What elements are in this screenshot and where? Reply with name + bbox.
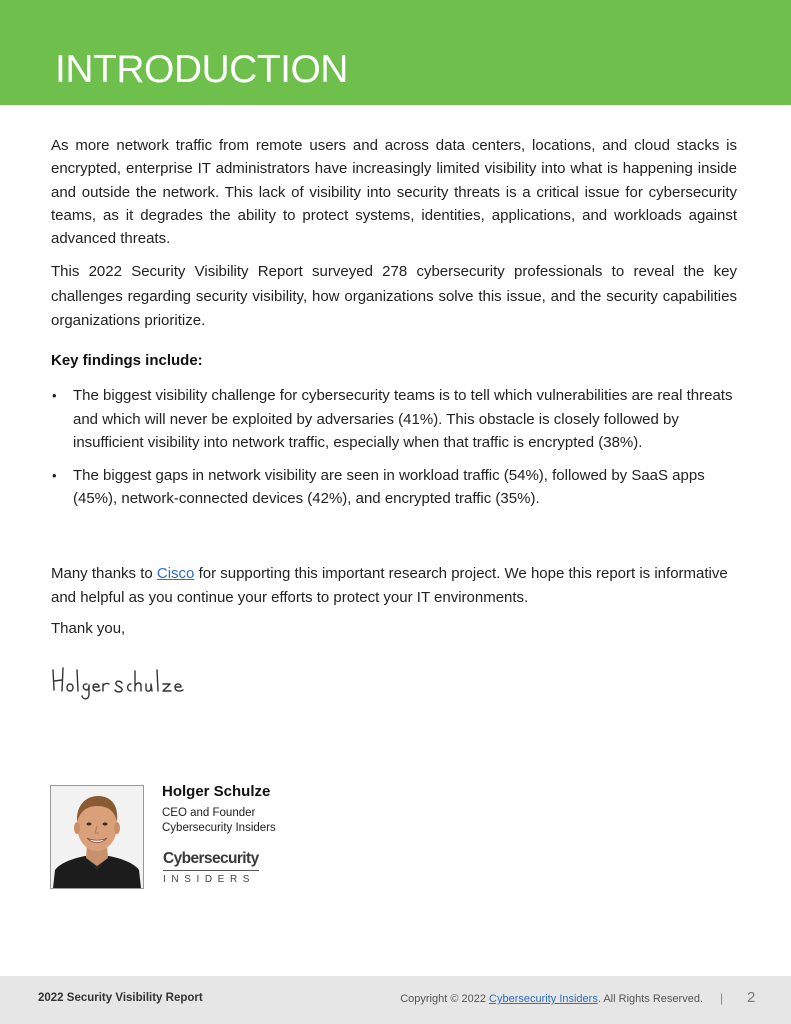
thanks-paragraph	[51, 562, 741, 609]
logo-wordmark-top: Cybersecurity	[163, 849, 259, 871]
page-number: 2	[747, 989, 756, 1006]
footer-report-title: 2022 Security Visibility Report	[38, 992, 203, 1004]
thanks-text-start: Many thanks to	[51, 565, 157, 582]
finding-text: The biggest gaps in network visibility are seen in workload traffic (54%), followed by SaaS apps (45%), network-connected devices (42%), and encrypted traffic (35%).	[73, 466, 705, 507]
footer-separator: |	[720, 991, 724, 1005]
page-title: INTRODUCTION	[55, 48, 348, 91]
cybersecurity-insiders-logo	[163, 849, 263, 885]
signature	[50, 660, 200, 707]
author-title: CEO and Founder	[162, 807, 256, 819]
intro-paragraph-1: As more network traffic from remote users and across data centers, locations, and cloud stacks is encrypted, enterprise IT administrators have increasingly limited visibility into what is happening inside and outside the network. This lack of visibility into security threats is a critical issue for cybersecurity teams, as it degrades the ability to protect systems, identities, applications, and workloads against advanced threats.	[51, 137, 737, 248]
list-item	[51, 384, 741, 455]
intro-paragraph-2: This 2022 Security Visibility Report surveyed 278 cybersecurity professionals to reveal the key challenges regarding security visibility, how organizations solve this issue, and the security capabilities organizations prioritize.	[51, 263, 737, 329]
footer-copyright	[400, 993, 703, 1005]
finding-text: The biggest visibility challenge for cybersecurity teams is to tell which vulnerabilities are real threats and which will never be exploited by adversaries (41%). This obstacle is closely followed by insufficient visibility into network traffic, especially when that traffic is encrypted (38%).	[73, 387, 733, 451]
thanks-text-end: for supporting this important research project. We hope this report is informative and helpful as you continue your efforts to protect your IT environments.	[51, 565, 728, 606]
key-findings-list	[51, 384, 741, 520]
cisco-link[interactable]: Cisco	[156, 565, 195, 582]
page-footer	[0, 976, 791, 1024]
copyright-text-start: Copyright © 2022	[400, 993, 490, 1005]
cybersecurity-insiders-link[interactable]: Cybersecurity Insiders	[489, 993, 598, 1005]
list-item	[51, 464, 741, 511]
key-findings-heading: Key findings include:	[51, 352, 203, 369]
author-photo	[50, 785, 144, 889]
signature-icon	[50, 660, 200, 702]
bullet-icon: •	[52, 467, 57, 483]
author-company: Cybersecurity Insiders	[162, 822, 276, 834]
logo-wordmark-bottom: INSIDERS	[163, 874, 256, 885]
header-banner	[0, 0, 791, 105]
author-name: Holger Schulze	[162, 783, 271, 800]
author-portrait-icon	[51, 786, 143, 888]
bullet-icon: •	[52, 388, 57, 403]
author-role	[162, 806, 276, 836]
copyright-text-end: . All Rights Reserved.	[597, 993, 703, 1005]
thank-you-text: Thank you,	[51, 620, 126, 637]
